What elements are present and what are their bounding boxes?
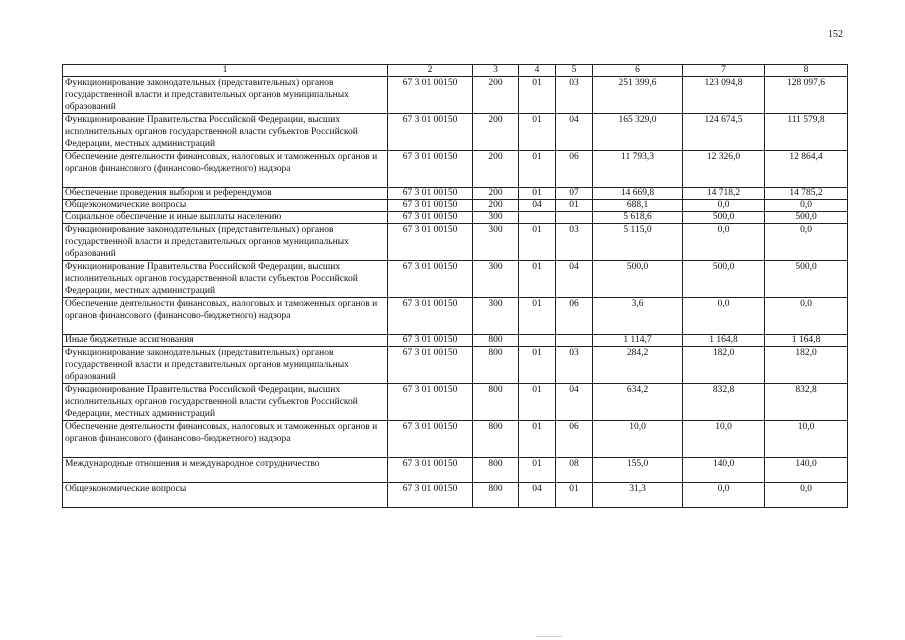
col-header-7: 7 bbox=[683, 65, 765, 77]
row-code-cell: 67 3 01 00150 bbox=[388, 335, 473, 347]
table-row bbox=[63, 483, 848, 508]
row-expense-type-cell: 800 bbox=[473, 347, 519, 384]
row-amount-year2-cell: 182,0 bbox=[683, 347, 765, 384]
row-amount-year3-cell: 140,0 bbox=[765, 458, 848, 483]
page-number: 152 bbox=[828, 29, 843, 40]
row-subsection-cell: 03 bbox=[556, 347, 593, 384]
row-expense-type-cell: 300 bbox=[473, 261, 519, 298]
row-amount-year1-cell: 634,2 bbox=[593, 384, 683, 421]
table-row bbox=[63, 335, 848, 347]
row-section-cell: 01 bbox=[519, 384, 556, 421]
row-section-cell: 01 bbox=[519, 298, 556, 335]
row-name-cell: Функционирование Правительства Российской Федерации, высших исполнительных органов государственной власти субъектов Российской Федерации, местных администраций bbox=[63, 261, 388, 298]
row-amount-year1-cell: 10,0 bbox=[593, 421, 683, 458]
row-name-cell: Иные бюджетные ассигнования bbox=[63, 335, 388, 347]
row-code-cell: 67 3 01 00150 bbox=[388, 224, 473, 261]
row-amount-year3-cell: 182,0 bbox=[765, 347, 848, 384]
table-row bbox=[63, 212, 848, 224]
row-expense-type-cell: 300 bbox=[473, 298, 519, 335]
table-row bbox=[63, 261, 848, 298]
row-expense-type-cell: 200 bbox=[473, 188, 519, 200]
row-subsection-cell: 04 bbox=[556, 261, 593, 298]
row-code-cell: 67 3 01 00150 bbox=[388, 483, 473, 508]
row-expense-type-cell: 200 bbox=[473, 200, 519, 212]
row-amount-year1-cell: 11 793,3 bbox=[593, 151, 683, 188]
row-amount-year1-cell: 5 618,6 bbox=[593, 212, 683, 224]
row-subsection-cell: 01 bbox=[556, 200, 593, 212]
row-amount-year2-cell: 123 094,8 bbox=[683, 77, 765, 114]
row-subsection-cell: 01 bbox=[556, 483, 593, 508]
row-subsection-cell: 06 bbox=[556, 298, 593, 335]
row-name-cell: Функционирование законодательных (представительных) органов государственной власти и представительных органов муниципальных образований bbox=[63, 224, 388, 261]
row-amount-year2-cell: 140,0 bbox=[683, 458, 765, 483]
row-expense-type-cell: 800 bbox=[473, 384, 519, 421]
row-amount-year1-cell: 3,6 bbox=[593, 298, 683, 335]
row-expense-type-cell: 200 bbox=[473, 114, 519, 151]
row-amount-year3-cell: 128 097,6 bbox=[765, 77, 848, 114]
row-subsection-cell: 04 bbox=[556, 384, 593, 421]
row-expense-type-cell: 800 bbox=[473, 483, 519, 508]
row-subsection-cell bbox=[556, 212, 593, 224]
row-amount-year3-cell: 500,0 bbox=[765, 261, 848, 298]
col-header-6: 6 bbox=[593, 65, 683, 77]
table-row bbox=[63, 458, 848, 483]
table-row bbox=[63, 421, 848, 458]
row-amount-year3-cell: 0,0 bbox=[765, 200, 848, 212]
row-expense-type-cell: 200 bbox=[473, 77, 519, 114]
row-amount-year2-cell: 0,0 bbox=[683, 483, 765, 508]
row-code-cell: 67 3 01 00150 bbox=[388, 298, 473, 335]
row-name-cell: Функционирование законодательных (представительных) органов государственной власти и представительных органов муниципальных образований bbox=[63, 347, 388, 384]
col-header-8: 8 bbox=[765, 65, 848, 77]
row-code-cell: 67 3 01 00150 bbox=[388, 458, 473, 483]
budget-table bbox=[62, 64, 848, 508]
table-row bbox=[63, 384, 848, 421]
row-amount-year1-cell: 5 115,0 bbox=[593, 224, 683, 261]
row-subsection-cell: 06 bbox=[556, 151, 593, 188]
row-section-cell: 01 bbox=[519, 188, 556, 200]
row-section-cell: 01 bbox=[519, 114, 556, 151]
col-header-4: 4 bbox=[519, 65, 556, 77]
table-row bbox=[63, 188, 848, 200]
row-section-cell: 04 bbox=[519, 483, 556, 508]
scan-mark bbox=[536, 636, 562, 637]
table-body bbox=[63, 77, 848, 508]
row-amount-year2-cell: 0,0 bbox=[683, 200, 765, 212]
row-amount-year3-cell: 12 864,4 bbox=[765, 151, 848, 188]
row-name-cell: Обеспечение деятельности финансовых, налоговых и таможенных органов и органов финансового (финансово-бюджетного) надзора bbox=[63, 421, 388, 458]
row-amount-year2-cell: 10,0 bbox=[683, 421, 765, 458]
row-section-cell: 01 bbox=[519, 77, 556, 114]
row-code-cell: 67 3 01 00150 bbox=[388, 114, 473, 151]
row-name-cell: Общеэкономические вопросы bbox=[63, 483, 388, 508]
row-code-cell: 67 3 01 00150 bbox=[388, 151, 473, 188]
row-amount-year2-cell: 500,0 bbox=[683, 212, 765, 224]
table-row bbox=[63, 77, 848, 114]
row-amount-year3-cell: 111 579,8 bbox=[765, 114, 848, 151]
row-amount-year1-cell: 500,0 bbox=[593, 261, 683, 298]
row-amount-year2-cell: 0,0 bbox=[683, 224, 765, 261]
row-code-cell: 67 3 01 00150 bbox=[388, 212, 473, 224]
row-expense-type-cell: 300 bbox=[473, 212, 519, 224]
row-name-cell: Обеспечение деятельности финансовых, налоговых и таможенных органов и органов финансового (финансово-бюджетного) надзора bbox=[63, 151, 388, 188]
table-row bbox=[63, 224, 848, 261]
row-amount-year1-cell: 251 399,6 bbox=[593, 77, 683, 114]
row-amount-year1-cell: 31,3 bbox=[593, 483, 683, 508]
row-section-cell: 01 bbox=[519, 421, 556, 458]
row-amount-year1-cell: 165 329,0 bbox=[593, 114, 683, 151]
col-header-2: 2 bbox=[388, 65, 473, 77]
row-subsection-cell: 03 bbox=[556, 224, 593, 261]
row-amount-year2-cell: 12 326,0 bbox=[683, 151, 765, 188]
row-section-cell: 01 bbox=[519, 151, 556, 188]
row-section-cell: 01 bbox=[519, 261, 556, 298]
row-name-cell: Функционирование Правительства Российской Федерации, высших исполнительных органов государственной власти субъектов Российской Федерации, местных администраций bbox=[63, 384, 388, 421]
row-section-cell: 01 bbox=[519, 347, 556, 384]
row-amount-year1-cell: 14 669,8 bbox=[593, 188, 683, 200]
row-subsection-cell: 06 bbox=[556, 421, 593, 458]
table-row bbox=[63, 114, 848, 151]
table-row bbox=[63, 151, 848, 188]
row-section-cell bbox=[519, 212, 556, 224]
table-row bbox=[63, 200, 848, 212]
row-code-cell: 67 3 01 00150 bbox=[388, 347, 473, 384]
row-amount-year3-cell: 832,8 bbox=[765, 384, 848, 421]
row-amount-year3-cell: 14 785,2 bbox=[765, 188, 848, 200]
row-amount-year1-cell: 1 114,7 bbox=[593, 335, 683, 347]
row-section-cell: 04 bbox=[519, 200, 556, 212]
row-expense-type-cell: 800 bbox=[473, 421, 519, 458]
row-subsection-cell bbox=[556, 335, 593, 347]
row-amount-year2-cell: 1 164,8 bbox=[683, 335, 765, 347]
row-subsection-cell: 08 bbox=[556, 458, 593, 483]
row-subsection-cell: 03 bbox=[556, 77, 593, 114]
row-amount-year2-cell: 14 718,2 bbox=[683, 188, 765, 200]
row-expense-type-cell: 300 bbox=[473, 224, 519, 261]
row-name-cell: Обеспечение деятельности финансовых, налоговых и таможенных органов и органов финансового (финансово-бюджетного) надзора bbox=[63, 298, 388, 335]
row-name-cell: Функционирование Правительства Российской Федерации, высших исполнительных органов государственной власти субъектов Российской Федерации, местных администраций bbox=[63, 114, 388, 151]
row-name-cell: Обеспечение проведения выборов и референдумов bbox=[63, 188, 388, 200]
table-row bbox=[63, 298, 848, 335]
row-amount-year1-cell: 155,0 bbox=[593, 458, 683, 483]
table-row bbox=[63, 347, 848, 384]
row-name-cell: Социальное обеспечение и иные выплаты населению bbox=[63, 212, 388, 224]
row-code-cell: 67 3 01 00150 bbox=[388, 200, 473, 212]
row-name-cell: Функционирование законодательных (представительных) органов государственной власти и представительных органов муниципальных образований bbox=[63, 77, 388, 114]
row-name-cell: Общеэкономические вопросы bbox=[63, 200, 388, 212]
row-amount-year2-cell: 832,8 bbox=[683, 384, 765, 421]
row-subsection-cell: 04 bbox=[556, 114, 593, 151]
row-section-cell bbox=[519, 335, 556, 347]
row-code-cell: 67 3 01 00150 bbox=[388, 421, 473, 458]
table-header-row bbox=[63, 65, 848, 77]
row-amount-year1-cell: 688,1 bbox=[593, 200, 683, 212]
row-code-cell: 67 3 01 00150 bbox=[388, 261, 473, 298]
row-expense-type-cell: 800 bbox=[473, 458, 519, 483]
row-amount-year2-cell: 124 674,5 bbox=[683, 114, 765, 151]
row-expense-type-cell: 800 bbox=[473, 335, 519, 347]
row-amount-year1-cell: 284,2 bbox=[593, 347, 683, 384]
row-amount-year2-cell: 0,0 bbox=[683, 298, 765, 335]
row-section-cell: 01 bbox=[519, 224, 556, 261]
row-amount-year3-cell: 0,0 bbox=[765, 298, 848, 335]
row-code-cell: 67 3 01 00150 bbox=[388, 188, 473, 200]
row-expense-type-cell: 200 bbox=[473, 151, 519, 188]
row-amount-year3-cell: 1 164,8 bbox=[765, 335, 848, 347]
row-amount-year3-cell: 500,0 bbox=[765, 212, 848, 224]
row-amount-year3-cell: 0,0 bbox=[765, 224, 848, 261]
row-subsection-cell: 07 bbox=[556, 188, 593, 200]
row-code-cell: 67 3 01 00150 bbox=[388, 384, 473, 421]
col-header-5: 5 bbox=[556, 65, 593, 77]
row-amount-year2-cell: 500,0 bbox=[683, 261, 765, 298]
row-code-cell: 67 3 01 00150 bbox=[388, 77, 473, 114]
col-header-3: 3 bbox=[473, 65, 519, 77]
row-amount-year3-cell: 0,0 bbox=[765, 483, 848, 508]
row-amount-year3-cell: 10,0 bbox=[765, 421, 848, 458]
row-section-cell: 01 bbox=[519, 458, 556, 483]
col-header-1: 1 bbox=[63, 65, 388, 77]
row-name-cell: Международные отношения и международное сотрудничество bbox=[63, 458, 388, 483]
